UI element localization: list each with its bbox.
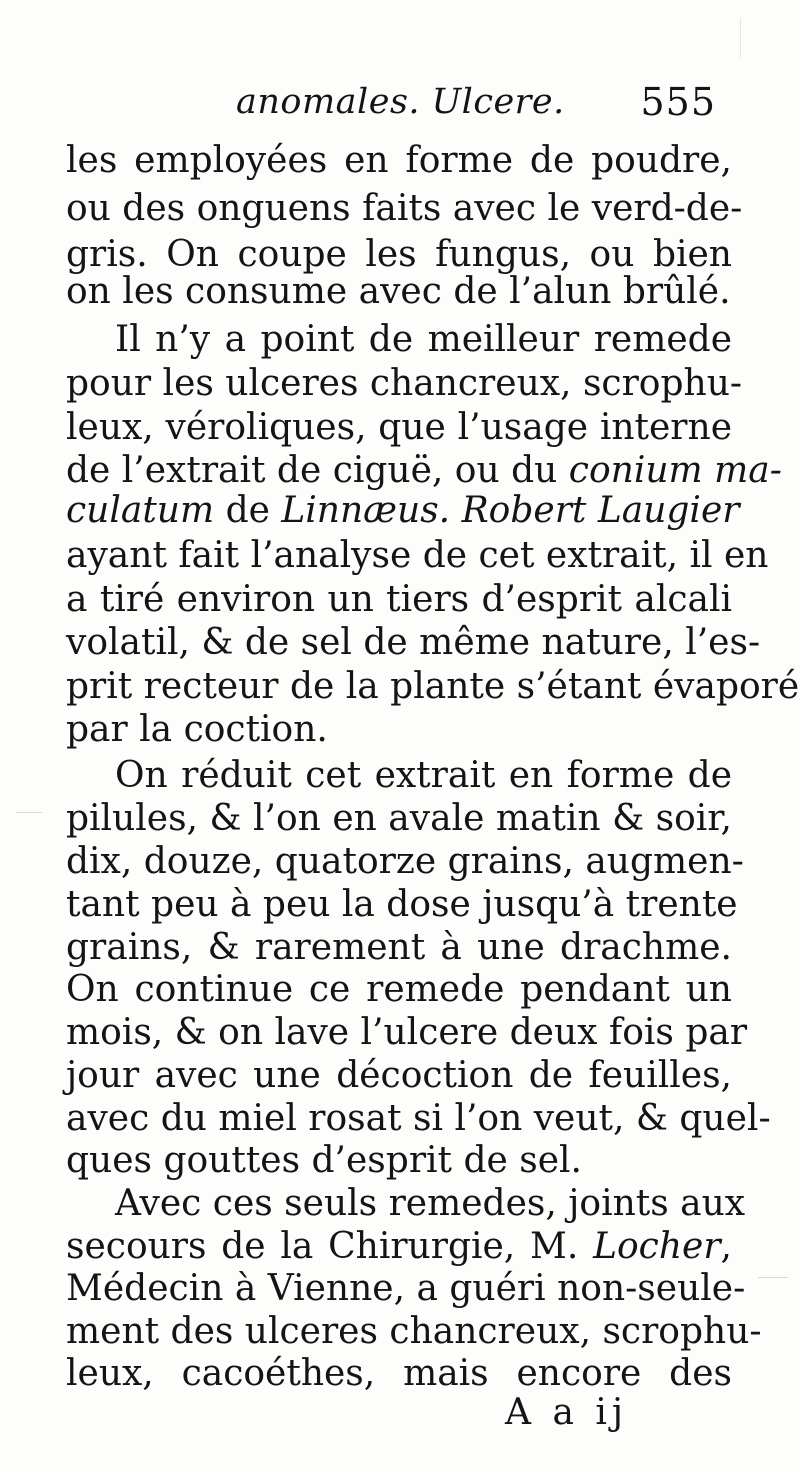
- text-line-22: jour avec une décoction de feuilles,: [66, 1055, 732, 1096]
- text-line-11: a tiré environ un tiers d’esprit alcali: [66, 579, 732, 620]
- text-line-28: ment des ulceres chancreux, scrophu-: [66, 1311, 762, 1352]
- italic-culatum: culatum: [66, 490, 215, 531]
- paragraph-start-line: Il n’y a point de meilleur remede: [115, 319, 732, 360]
- text-line-9-roman: de: [225, 490, 270, 531]
- italic-locher: Locher: [593, 1226, 721, 1267]
- text-line-23: avec du miel rosat si l’on veut, & quel-: [66, 1098, 771, 1139]
- text-line-12: volatil, & de sel de même nature, l’es-: [66, 622, 761, 663]
- text-line-3: gris. On coupe les fungus, ou bien: [66, 234, 732, 275]
- running-head: anomales. Ulcere.: [236, 82, 565, 122]
- text-line-14: par la coction.: [66, 709, 328, 750]
- text-line-29: leux, cacoéthes, mais encore des: [66, 1353, 732, 1394]
- text-line-1: les employées en forme de poudre,: [66, 140, 732, 181]
- text-line-17: dix, douze, quatorze grains, augmen-: [66, 841, 744, 882]
- italic-conium: conium ma-: [568, 450, 782, 491]
- text-line-8-roman: de l’extrait de ciguë, ou du: [66, 450, 558, 491]
- text-line-26-roman: secours de la Chirurgie, M.: [66, 1226, 579, 1267]
- text-line-6: pour les ulceres chancreux, scrophu-: [66, 363, 743, 404]
- margin-mark: [16, 812, 42, 813]
- text-line-18: tant peu à peu la dose jusqu’à trente: [66, 884, 738, 925]
- paragraph-start-line-3: Avec ces seuls remedes, joints aux: [115, 1183, 746, 1224]
- margin-mark: [758, 1277, 788, 1278]
- italic-laugier: Robert Laugier: [461, 490, 740, 531]
- text-line-21: mois, & on lave l’ulcere deux fois par: [66, 1012, 748, 1053]
- text-line-9: [66, 487, 740, 535]
- page-header: [236, 82, 716, 132]
- text-line-4: on les consume avec de l’alun brûlé.: [66, 271, 731, 312]
- text-line-26: [66, 1223, 732, 1271]
- text-line-10: ayant fait l’analyse de cet extrait, il en: [66, 535, 769, 576]
- italic-linnaeus: Linnæus.: [281, 490, 451, 531]
- text-line-20: On continue ce remede pendant un: [66, 969, 732, 1010]
- text-line-27: Médecin à Vienne, a guéri non-seule-: [66, 1268, 746, 1309]
- text-line-2: ou des onguens faits avec le verd-de-: [66, 188, 743, 229]
- text-line-19: grains, & rarement à une drachme.: [66, 927, 732, 968]
- text-line-13: prit recteur de la plante s’étant évaporé: [66, 666, 800, 707]
- paragraph-start-line-2: On réduit cet extrait en forme de: [115, 755, 732, 796]
- text-line-7: leux, véroliques, que l’usage interne: [66, 407, 732, 448]
- page-number: 555: [640, 80, 716, 124]
- text-line-24: ques gouttes d’esprit de sel.: [66, 1140, 582, 1181]
- margin-mark: [740, 18, 741, 58]
- signature-mark: A a ij: [505, 1392, 629, 1433]
- text-line-26-comma: ,: [720, 1226, 732, 1267]
- text-line-16: pilules, & l’on en avale matin & soir,: [66, 798, 732, 839]
